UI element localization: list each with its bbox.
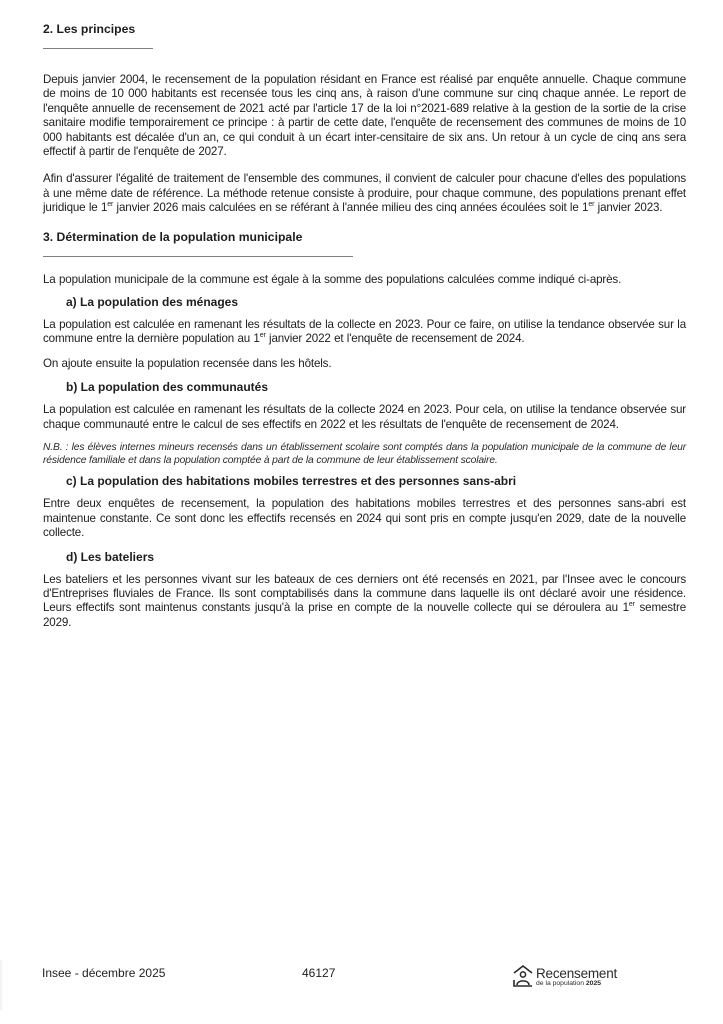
text-run: Les bateliers et les personnes vivant sur les bateaux de ces derniers ont été recensés en 2021, par l'Insee avec le concours d'Entreprises fluviales de France. Ils sont comptabilisés dans la commune dans laquelle ils ont déclaré avoir une résidence. Leurs effectifs sont maintenus constants jusqu'à la prise en compte de la nouvelle collecte qui se déroulera au 1 xyxy=(43,572,686,615)
document-content xyxy=(43,22,686,630)
superscript: er xyxy=(107,201,114,209)
paragraph-determination-intro: La population municipale de la commune est égale à la somme des populations calculées comme indiqué ci-après. xyxy=(43,272,622,286)
note-communautes: N.B. : les élèves internes mineurs recensés dans un établissement scolaire sont comptés dans la population municipale de la commune de leur résidence familiale et dans la population comptée à part de la commune de leur établissement scolaire. xyxy=(43,442,686,466)
paragraph-menages-2: On ajoute ensuite la population recensée dans les hôtels. xyxy=(43,356,332,370)
footer-source: Insee - décembre 2025 xyxy=(42,966,166,980)
logo-subtitle-text: de la population xyxy=(536,980,584,988)
paragraph-principes-2 xyxy=(43,172,686,215)
text-run: janvier 2023. xyxy=(594,201,663,215)
section-underline xyxy=(43,256,353,257)
recensement-logo xyxy=(512,964,617,988)
superscript: er xyxy=(259,332,266,340)
subsection-title-menages: a) La population des ménages xyxy=(66,295,239,310)
paragraph-habitations-mobiles: Entre deux enquêtes de recensement, la population des habitations mobiles terrestres et des personnes sans-abri est maintenue constante. Ce sont donc les effectifs recensés en 2024 qui sont pris en compte jusqu'en 2029, date de la nouvelle collecte. xyxy=(43,497,686,540)
subsection-title-bateliers: d) Les bateliers xyxy=(66,549,155,564)
superscript: er xyxy=(588,201,595,209)
logo-year: 2025 xyxy=(585,980,602,988)
page-footer xyxy=(0,964,723,994)
subsection-title-communautes: b) La population des communautés xyxy=(66,380,269,395)
footer-commune-code: 46127 xyxy=(302,966,336,980)
logo-title: Recensement xyxy=(536,965,618,981)
text-run: semestre 2029. xyxy=(43,601,686,629)
text-run: janvier 2026 mais calculées en se référant à l'année milieu des cinq années écoulées soit le 1 xyxy=(113,201,589,215)
logo-subtitle xyxy=(536,981,617,988)
paragraph-menages-1 xyxy=(43,318,686,347)
section-title-determination: 3. Détermination de la population municipale xyxy=(43,229,303,244)
text-run: Afin d'assurer l'égalité de traitement de l'ensemble des communes, il convient de calculer pour chacune d'elles des populations à une même date de référence. La méthode retenue consiste à produire, pour chaque commune, des populations prenant effet juridique le 1 xyxy=(43,172,686,215)
paragraph-principes-1: Depuis janvier 2004, le recensement de la population résidant en France est réalisé par enquête annuelle. Chaque commune de moins de 10 000 habitants est recensée tous les cinq ans, à raison d'une commune sur cinq chaque année. Le report de l'enquête annuelle de recensement de 2021 acté par l'article 17 de la loi n°2021-689 relative à la gestion de la sortie de la crise sanitaire modifie temporairement ce principe : à partir de cette date, l'enquête de recensement des communes de moins de 10 000 habitants est décalée d'un an, ce qui conduit à un écart inter-censitaire de six ans. Un retour à un cycle de cinq ans sera effectif à partir de l'enquête de 2027. xyxy=(43,73,686,159)
subsection-title-habitations-mobiles: c) La population des habitations mobiles terrestres et des personnes sans-abri xyxy=(66,474,517,489)
text-run: janvier 2022 et l'enquête de recensement de 2024. xyxy=(265,332,525,346)
house-person-icon xyxy=(512,964,534,988)
superscript: er xyxy=(628,601,635,609)
section-underline xyxy=(43,48,153,49)
text-run: La population est calculée en ramenant les résultats de la collecte en 2023. Pour ce faire, on utilise la tendance observée sur la commune entre la dernière population au 1 xyxy=(43,318,686,346)
paragraph-communautes-1: La population est calculée en ramenant les résultats de la collecte 2024 en 2023. Pour cela, on utilise la tendance observée sur chaque communauté entre le calcul de ses effectifs en 2022 et les résultats de l'enquête de recensement de 2024. xyxy=(43,403,686,431)
section-title-principes: 2. Les principes xyxy=(43,22,136,36)
logo-text xyxy=(536,967,617,988)
paragraph-bateliers xyxy=(43,573,686,631)
